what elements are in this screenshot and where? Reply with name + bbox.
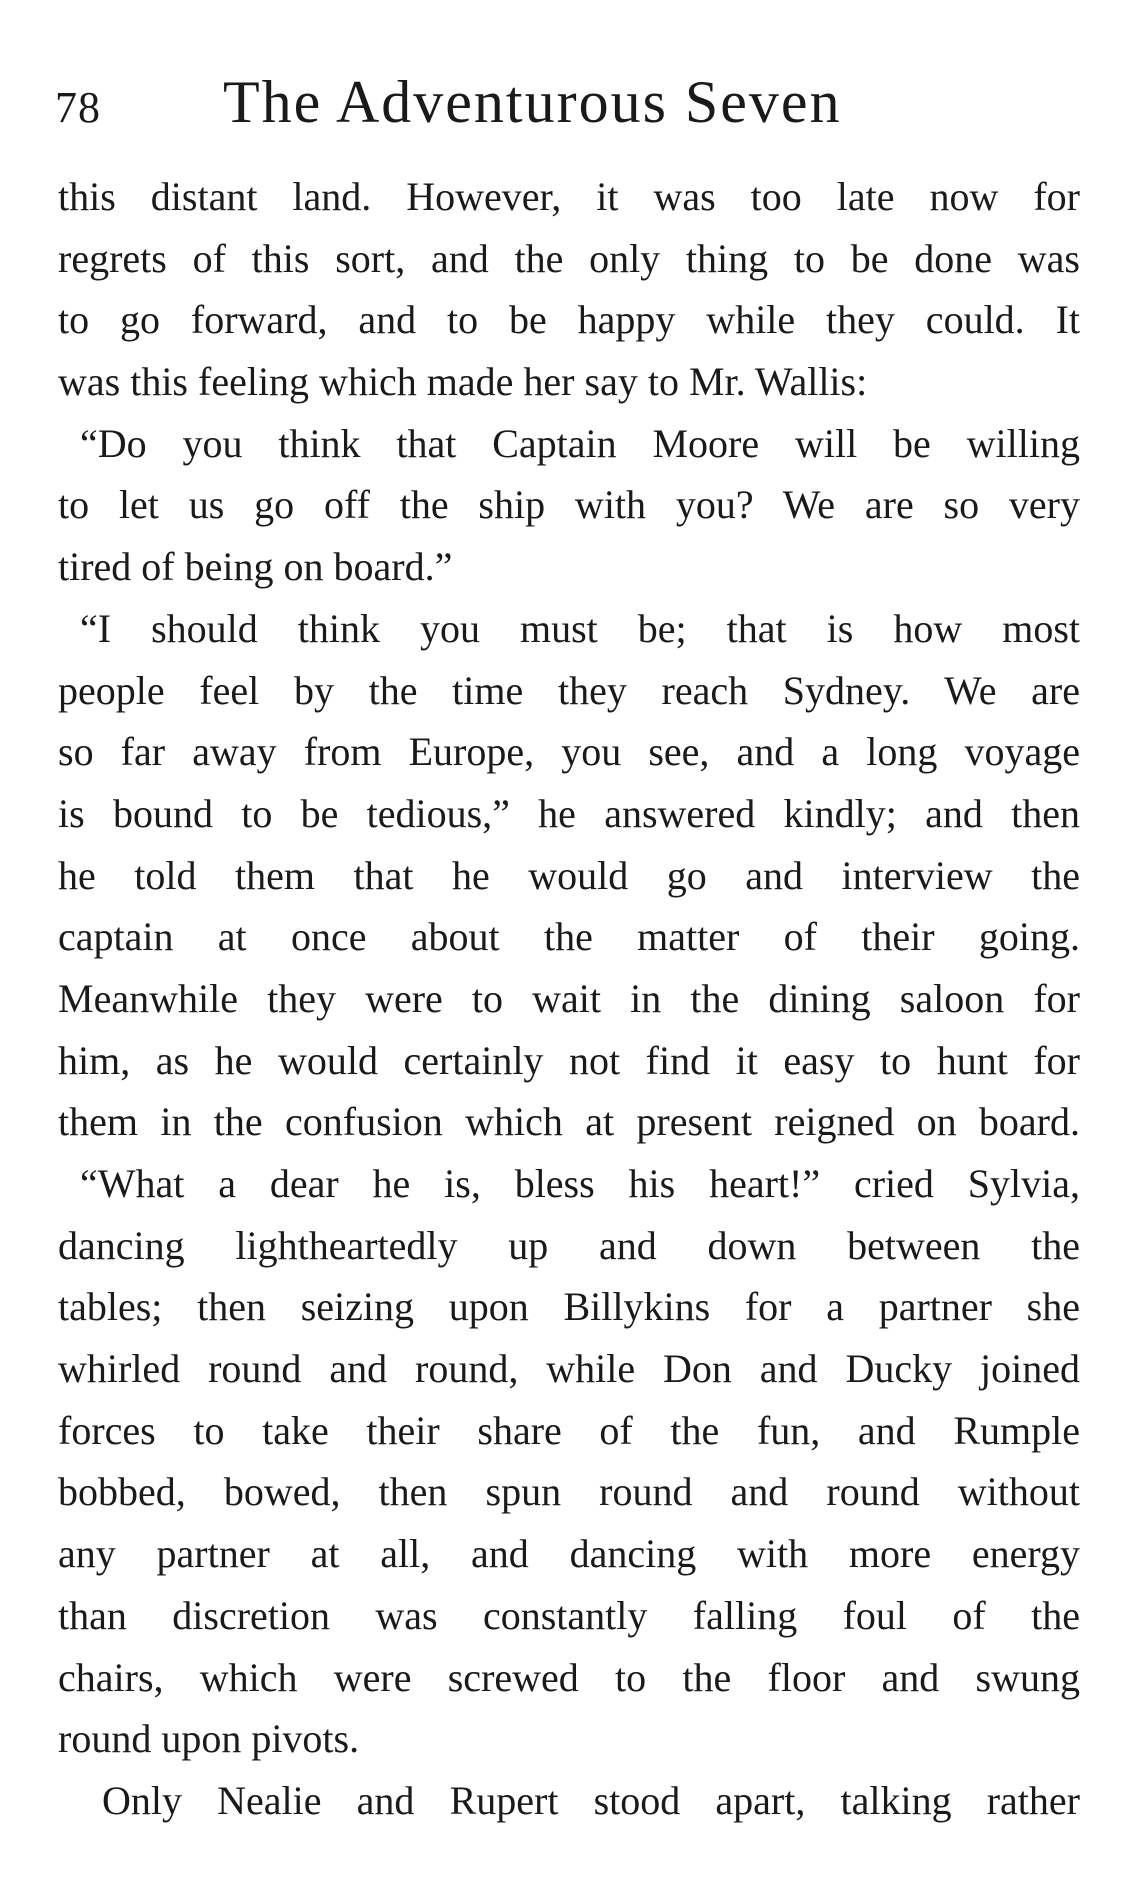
text-line: he told them that he would go and interview the: [58, 852, 1080, 898]
body-text: [58, 166, 1080, 1832]
text-line: “Do you think that Captain Moore will be willing: [80, 420, 1080, 466]
text-line: people feel by the time they reach Sydney. We are: [58, 667, 1080, 713]
text-line: Meanwhile they were to wait in the dining saloon for: [58, 975, 1080, 1021]
text-line: dancing lightheartedly up and down between the: [58, 1222, 1080, 1268]
text-line: Only Nealie and Rupert stood apart, talking rather: [102, 1777, 1080, 1823]
text-line: is bound to be tedious,” he answered kindly; and then: [58, 790, 1080, 836]
text-line: captain at once about the matter of their going.: [58, 914, 1080, 960]
text-line: this distant land. However, it was too late now for: [58, 174, 1080, 219]
text-line: than discretion was constantly falling foul of the: [58, 1592, 1080, 1638]
text-line: tired of being on board.”: [58, 544, 453, 590]
text-line: was this feeling which made her say to Mr. Wallis:: [58, 359, 868, 405]
page-number: 78: [55, 83, 101, 132]
paragraph: [58, 598, 1080, 1153]
text-line: any partner at all, and dancing with more energy: [58, 1531, 1080, 1577]
paragraph: [58, 1153, 1080, 1770]
running-title: The Adventurous Seven: [223, 69, 842, 135]
text-line: bobbed, bowed, then spun round and round without: [58, 1469, 1080, 1515]
text-line: them in the confusion which at present reigned on board.: [58, 1099, 1080, 1145]
text-line: “What a dear he is, bless his heart!” cried Sylvia,: [80, 1161, 1080, 1206]
text-line: whirled round and round, while Don and Ducky joined: [58, 1346, 1080, 1392]
paragraph: [58, 1770, 1080, 1832]
text-line: round upon pivots.: [58, 1716, 360, 1762]
paragraph: [58, 166, 1080, 413]
text-line: him, as he would certainly not find it easy to hunt for: [58, 1037, 1080, 1083]
text-line: “I should think you must be; that is how most: [80, 605, 1080, 651]
text-line: so far away from Europe, you see, and a long voyage: [58, 729, 1080, 775]
text-line: regrets of this sort, and the only thing to be done was: [58, 235, 1080, 281]
text-line: to go forward, and to be happy while they could. It: [58, 297, 1080, 343]
text-line: forces to take their share of the fun, and Rumple: [58, 1407, 1080, 1453]
paragraph: [58, 413, 1080, 598]
text-line: chairs, which were screwed to the floor and swung: [58, 1654, 1080, 1700]
running-head: [55, 62, 1085, 142]
text-line: tables; then seizing upon Billykins for a partner she: [58, 1284, 1080, 1330]
text-line: to let us go off the ship with you? We are so very: [58, 482, 1080, 528]
